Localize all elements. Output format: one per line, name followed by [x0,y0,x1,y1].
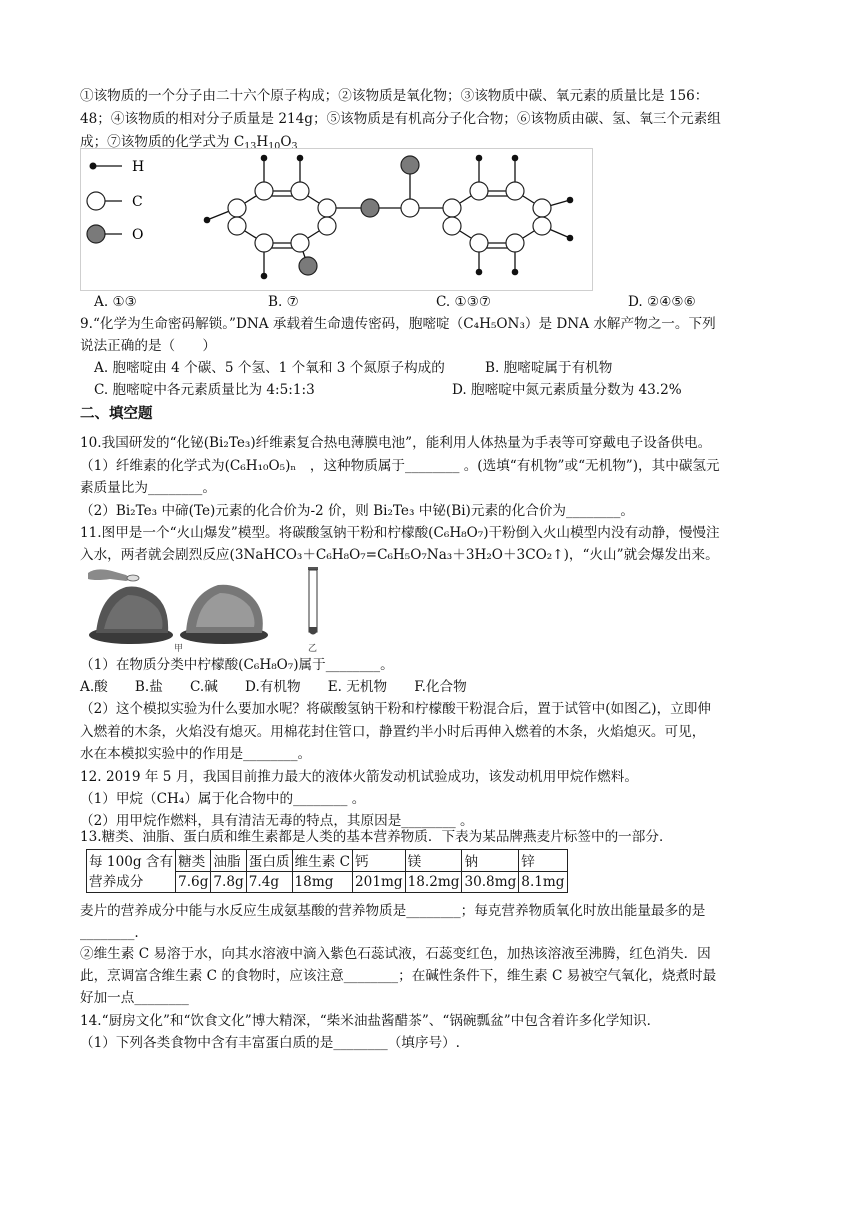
table-row [87,850,568,872]
q9-option-d[interactable]: D. 胞嘧啶中氮元素质量分数为 43.2% [452,382,682,398]
value-cell: 30.8mg [462,871,519,893]
q10-line-1: 10.我国研发的“化铋(Bi₂Te₃)纤维素复合热电薄膜电池”，能利用人体热量为手表等可穿戴电子设备供电。 [80,435,712,451]
value-cell: 7.4g [246,871,292,893]
nutrition-table [86,849,568,893]
value-cell: 7.8g [211,871,246,893]
value-cell: 201mg [353,871,406,893]
q8-option-c[interactable]: C. ①③⑦ [436,294,492,310]
q11-line-1: 11.图甲是一个“火山爆发”模型。将碳酸氢钠干粉和柠檬酸(C₆H₈O₇)干粉倒入火山模型内没有动静，慢慢注 [80,525,720,541]
q11-part2-line-1: （2）这个模拟实验为什么要加水呢？将碳酸氢钠干粉和柠檬酸干粉混合后，置于试管中(如图乙)，立即伸 [80,701,711,717]
q11-part1-choices: A.酸 B.盐 C.碱 D.有机物 E. 无机物 F.化合物 [80,679,467,695]
legend-hydrogen [90,159,145,175]
figure-label-jia: 甲 [174,644,184,653]
q10-line-3: 素质量比为________。 [80,480,216,496]
legend-carbon [87,192,143,210]
volcano-model-figure [86,565,336,653]
header-cell: 维生素 C [292,850,353,872]
value-cell: 8.1mg [519,871,567,893]
q9-option-c[interactable]: C. 胞嘧啶中各元素质量比为 4:5:1:3 [94,382,315,398]
legend-o-label: O [132,227,144,243]
q8-statement-line-1: ①该物质的一个分子由二十六个原子构成；②该物质是氧化物；③该物质中碳、氧元素的质量比是 156： [80,88,709,104]
q8-statement-line-3: 成；⑦该物质的化学式为 $C_{13}H_{10}O_3$ [80,134,298,152]
header-cell: 镁 [405,850,462,872]
q11-part1: （1）在物质分类中柠檬酸(C₆H₈O₇)属于________。 [80,657,394,673]
q10-line-4: （2）Bi₂Te₃ 中碲(Te)元素的化合价为-2 价，则 Bi₂Te₃ 中铋(Bi)元素的化合价为________。 [80,503,634,519]
value-cell: 7.6g [176,871,211,893]
q13-line-1: 13.糖类、油脂、蛋白质和维生素都是人类的基本营养物质．下表为某品牌燕麦片标签中的一部分． [80,829,673,845]
q13-line-2: 麦片的营养成分中能与水反应生成氨基酸的营养物质是________；每克营养物质氧化时放出能量最多的是 [80,903,706,919]
value-cell: 18mg [292,871,353,893]
q8-statement-line-2: 48；④该物质的相对分子质量是 214g；⑤该物质是有机高分子化合物；⑥该物质由碳、氢、氧三个元素组 [80,111,721,127]
q13-line-3: ________. [80,925,139,941]
header-cell: 锌 [519,850,567,872]
q9-stem-line-1: 9.“化学为生命密码解锁。”DNA 承载着生命遗传密码，胞嘧啶（C₄H₅ON₃）是 DNA 水解产物之一。下列 [80,316,716,332]
q11-part2-line-3: 水在本模拟实验中的作用是________。 [80,746,312,762]
q12-line-3: （2）用甲烷作燃料，具有清洁无毒的特点，其原因是________ 。 [80,813,474,829]
q9-option-b[interactable]: B. 胞嘧啶属于有机物 [485,360,613,376]
q8-option-b[interactable]: B. ⑦ [268,294,299,310]
q8-option-d[interactable]: D. ②④⑤⑥ [628,294,696,310]
q12-line-2: （1）甲烷（CH₄）属于化合物中的________ 。 [80,791,366,807]
q11-line-2: 入水，两者就会剧烈反应(3NaHCO₃＋C₆H₈O₇=C₆H₅O₇Na₃＋3H₂O＋3CO₂↑)，“火山”就会爆发出来。 [80,547,719,563]
value-cell: 18.2mg [405,871,462,893]
header-cell: 钠 [462,850,519,872]
q10-line-2: （1）纤维素的化学式为(C₆H₁₀O₅)ₙ ，这种物质属于________ 。(选填“有机物”或“无机物”)，其中碳氢元 [80,458,720,474]
figure-label-yi: 乙 [308,644,318,653]
q14-line-1: 14.“厨房文化”和“饮食文化”博大精深，“柴米油盐酱醋茶”、“锅碗瓢盆”中包含着许多化学知识． [80,1013,661,1029]
header-cell: 蛋白质 [246,850,292,872]
header-cell: 糖类 [176,850,211,872]
molecule-structure-diagram [80,148,600,292]
q11-part2-line-2: 入燃着的木条，火焰没有熄灭。用棉花封住管口，静置约半小时后再伸入燃着的木条，火焰熄灭。可见， [80,724,706,740]
q12-line-1: 12. 2019 年 5 月，我国目前推力最大的液体火箭发动机试验成功，该发动机用甲烷作燃料。 [80,769,638,785]
legend-c-label: C [132,194,143,210]
legend-h-label: H [132,159,145,175]
q9-stem-line-2: 说法正确的是（ ） [80,338,216,354]
header-cell: 油脂 [211,850,246,872]
row-header: 每 100g 含有 营养成分 [87,850,176,893]
q13-line-6: 好加一点________ [80,990,189,1006]
q8-option-a[interactable]: A. ①③ [94,294,137,310]
legend-oxygen [87,225,143,243]
q13-line-4: ②维生素 C 易溶于水，向其水溶液中滴入紫色石蕊试液，石蕊变红色，加热该溶液至沸腾，红色消失．因 [80,946,711,962]
q9-option-a[interactable]: A. 胞嘧啶由 4 个碳、5 个氢、1 个氧和 3 个氮原子构成的 [94,360,445,376]
q14-line-2: （1）下列各类食物中含有丰富蛋白质的是________（填序号）. [80,1035,460,1051]
header-cell: 钙 [353,850,406,872]
q13-line-5: 此，烹调富含维生素 C 的食物时，应该注意________；在碱性条件下，维生素 C 易被空气氧化，烧煮时最 [80,968,717,984]
section-heading-fill-in: 二、填空题 [80,406,153,422]
